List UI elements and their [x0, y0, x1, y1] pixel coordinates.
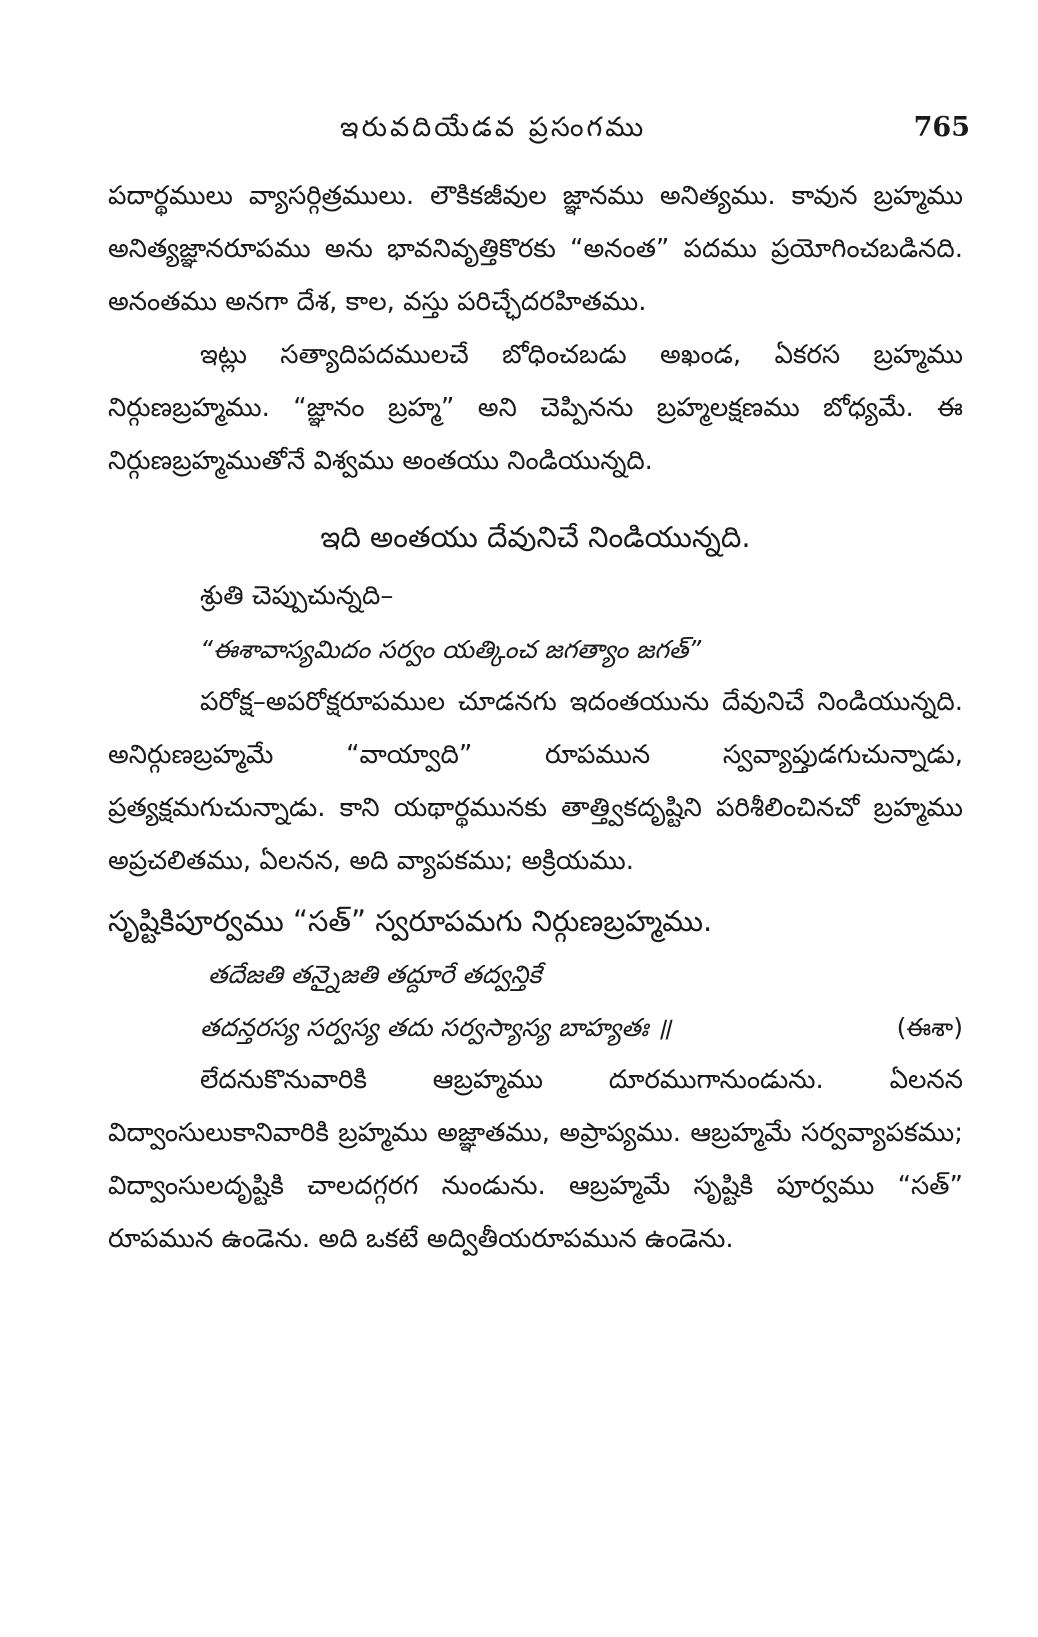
- paragraph-4: పరోక్ష–అపరోక్షరూపముల చూడనగు ఇదంతయును దేవునిచే నిండియున్నది. అనిర్గుణబ్రహ్మమే “వాయ్వాది” రూపమున స్వవ్యాప్తుడగుచున్నాడు, ప్రత్యక్షమగుచున్నాడు. కాని యథార్థమునకు తాత్త్వికదృష్టిని పరిశీలించినచో బ్రహ్మము అప్రచలితము, ఏలనన, అది వ్యాపకము; అక్రియము.: [108, 687, 963, 876]
- section-heading-2: సృష్టికిపూర్వము “సత్” స్వరూపమగు నిర్గుణబ్రహ్మము.: [108, 904, 713, 938]
- paragraph-3: శ్రుతి చెప్పుచున్నది–: [200, 581, 394, 611]
- verse-3-text: తదన్తరస్య సర్వస్య తదు సర్వస్యాస్య బాహ్యతః ॥: [200, 1013, 672, 1042]
- paragraph-1: పదార్థములు వ్యాసర్గిత్రములు. లౌకికజీవుల జ్ఞానము అనిత్యము. కావున బ్రహ్మము అనిత్యజ్ఞానరూపము అను భావనివృత్తికొరకు “అనంత” పదము ప్రయోగించబడినది. అనంతము అనగా దేశ, కాల, వస్తు పరిచ్ఛేదరహితము.: [108, 181, 963, 317]
- paragraph-2: ఇట్లు సత్యాదిపదములచే బోధించబడు అఖండ, ఏకరస బ్రహ్మము నిర్గుణబ్రహ్మము. “జ్ఞానం బ్రహ్మ” అని చెప్పినను బ్రహ్మలక్షణము బోధ్యమే. ఈ నిర్గుణబ్రహ్మముతోనే విశ్వము అంతయు నిండియున్నది.: [108, 340, 963, 476]
- section-heading-1: ఇది అంతయు దేవునిచే నిండియున్నది.: [320, 520, 751, 554]
- running-head: ఇరువదియేడవ ప్రసంగము: [340, 112, 647, 143]
- verse-3-source: (ఈశా): [896, 1013, 963, 1042]
- verse-2: తదేజతి తన్నైజతి తద్దూరే తద్వన్తికే: [208, 960, 542, 989]
- verse-3: [108, 1001, 963, 1054]
- paragraph-5: లేదనుకొనువారికి ఆబ్రహ్మము దూరముగానుండును. ఏలనన విద్వాంసులుకానివారికి బ్రహ్మము అజ్ఞాతము, అప్రాప్యము. ఆబ్రహ్మమే సర్వవ్యాపకము; విద్వాంసులదృష్టికి చాలదగ్గరగ నుండును. ఆబ్రహ్మమే సృష్టికి పూర్వము “సత్” రూపమున ఉండెను. అది ఒకటే అద్వితీయరూపమున ఉండెను.: [108, 1065, 963, 1254]
- page-number: 765: [913, 112, 970, 143]
- page-body: [108, 170, 963, 1266]
- verse-1: “ఈశావాస్యమిదం సర్వం యత్కించ జగత్యాం జగత్”: [200, 635, 702, 664]
- page-header: [110, 112, 970, 152]
